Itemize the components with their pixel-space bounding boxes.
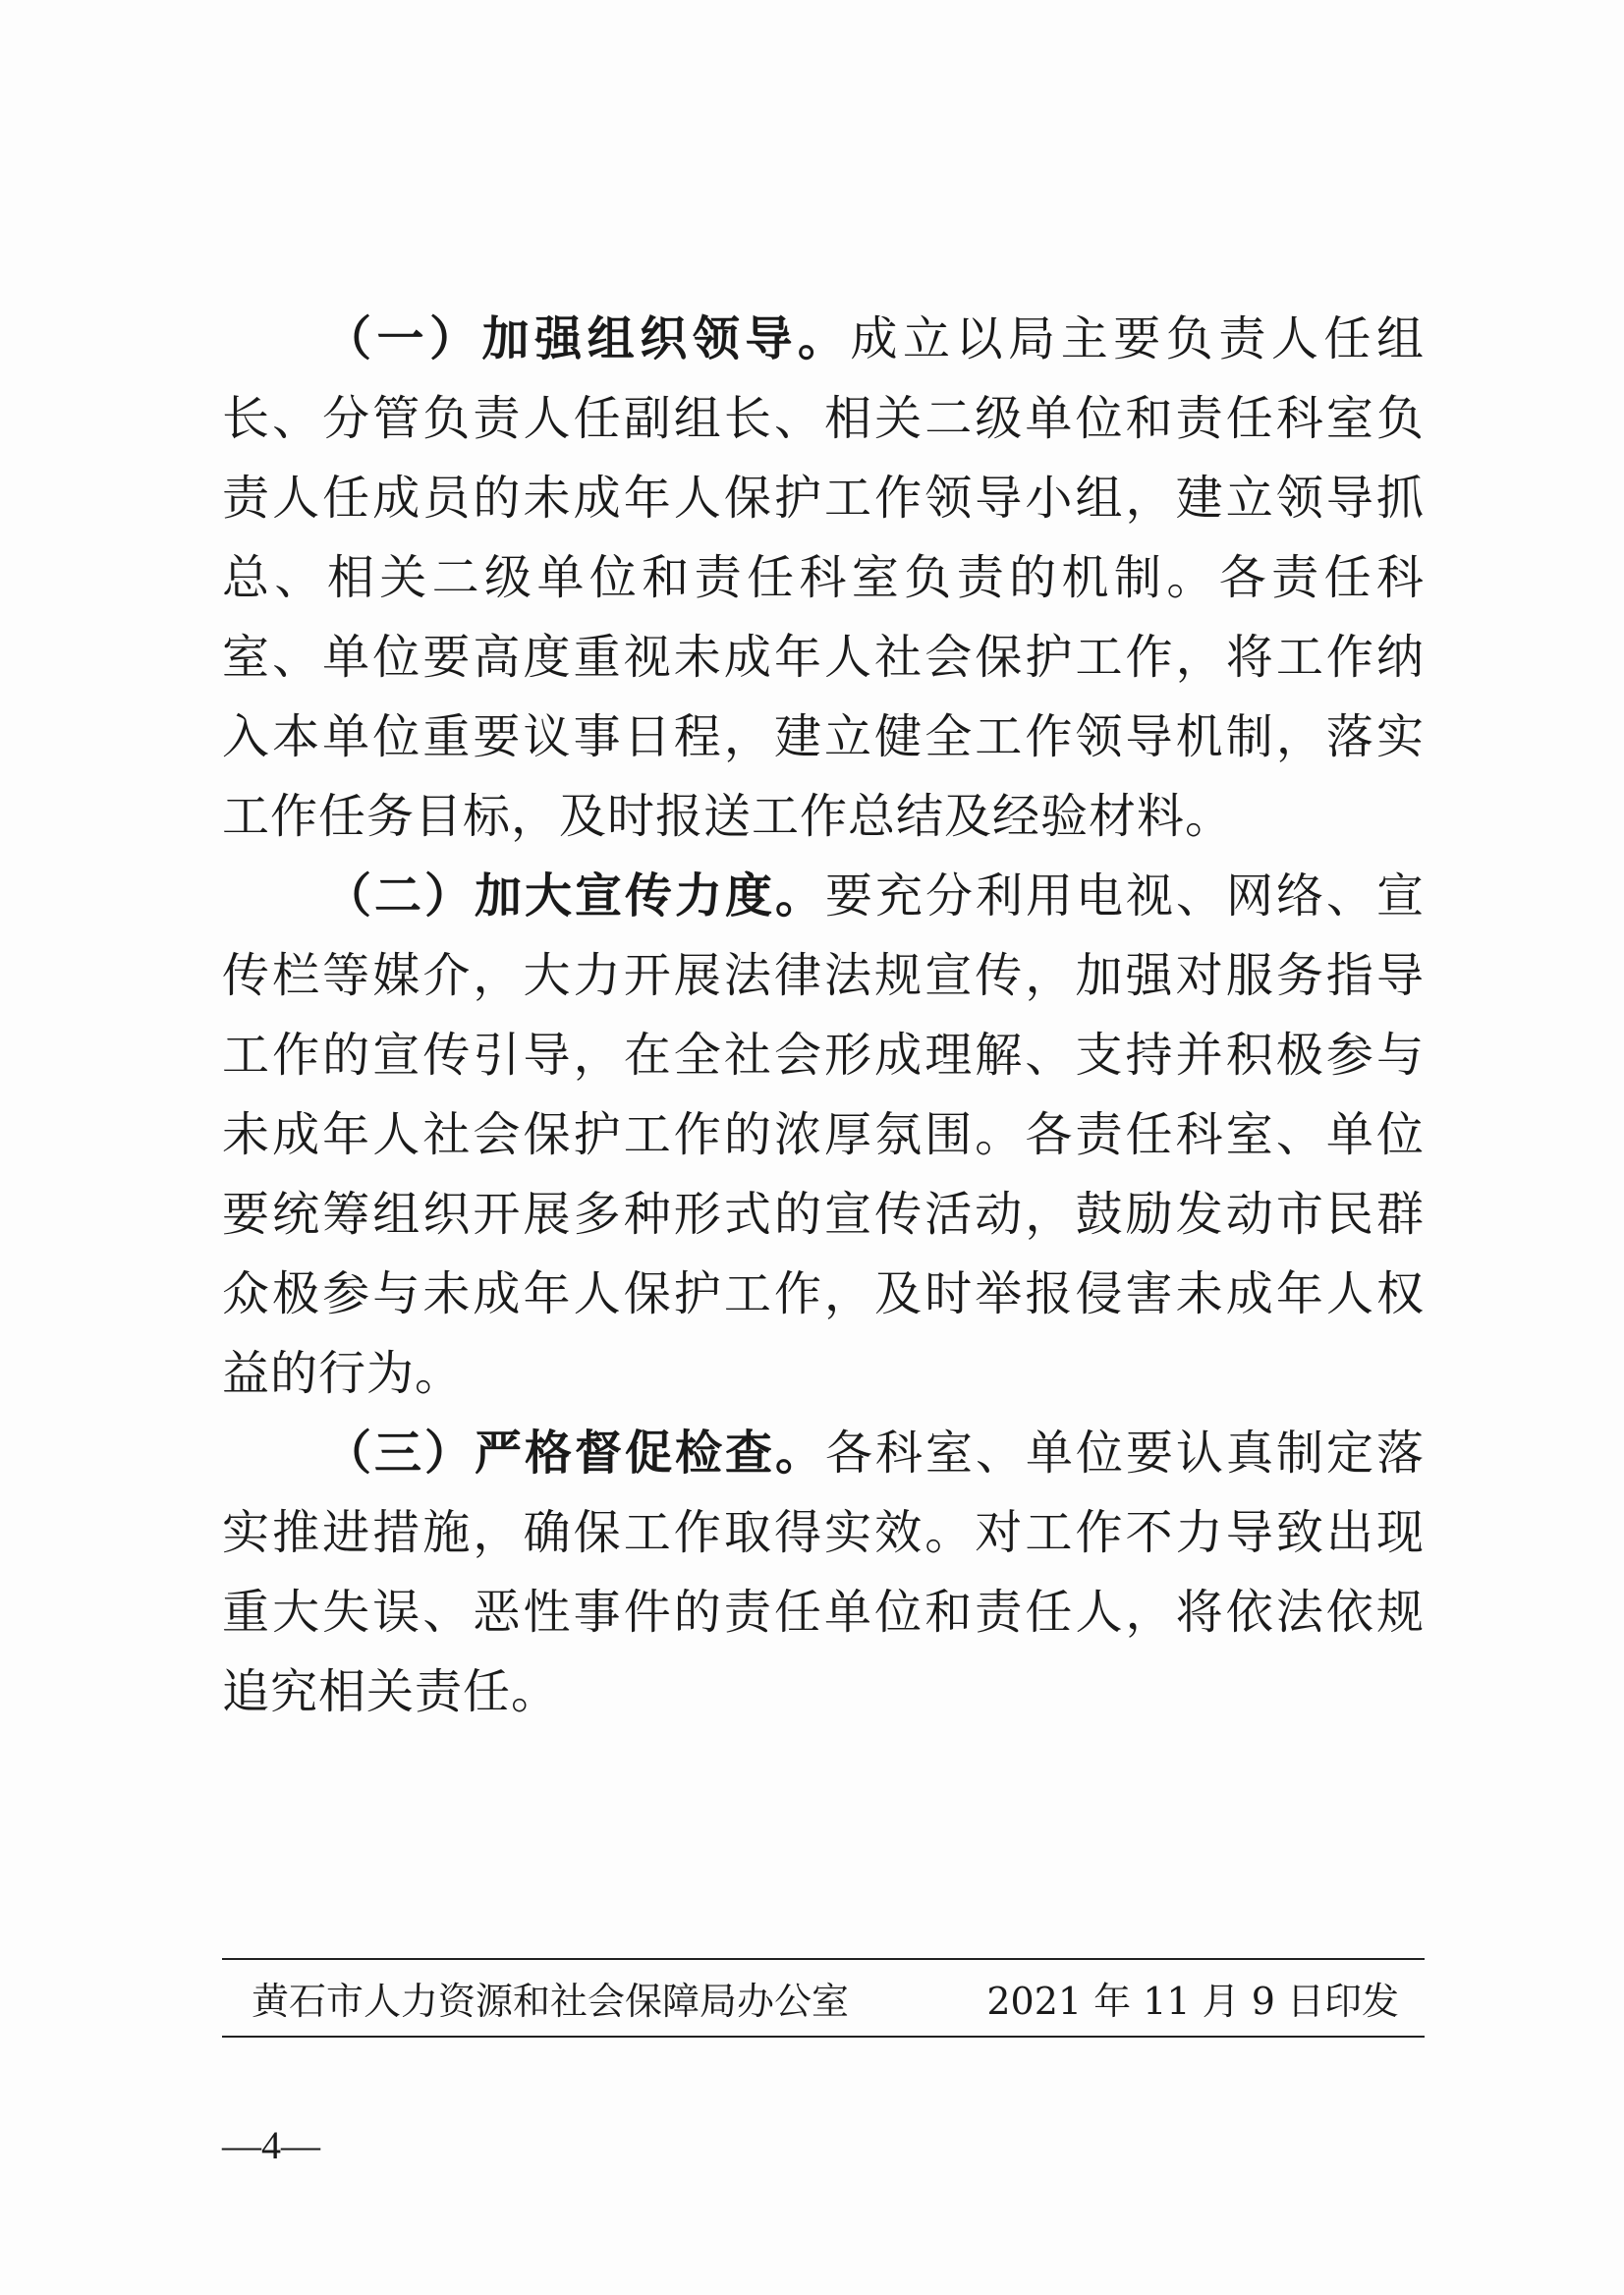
issuer-name: 黄石市人力资源和社会保障局办公室 <box>252 1979 850 2023</box>
paragraph-supervision <box>222 1414 1425 1732</box>
footer-top-rule <box>222 1958 1425 1960</box>
paragraph-heading: （三）严格督促检查。 <box>324 1426 825 1481</box>
document-body <box>222 300 1425 1732</box>
issue-date: 2021 年 11 月 9 日印发 <box>986 1979 1399 2023</box>
page-number: —4— <box>222 2123 320 2167</box>
paragraph-text: 成立以局主要负责人任组长、分管负责人任副组长、相关二级单位和责任科室负责人任成员的未成年人保护工作领导小组，建立领导抓总、相关二级单位和责任科室负责的机制。各责任科室、单位要高度重视未成年人社会保护工作，将工作纳入本单位重要议事日程，建立健全工作领导机制，落实工作任务目标，及时报送工作总结及经验材料。 <box>222 311 1425 844</box>
paragraph-publicity <box>222 857 1425 1414</box>
paragraph-organization-leadership <box>222 300 1425 857</box>
issuance-footer <box>222 1965 1425 2030</box>
paragraph-text: 各科室、单位要认真制定落实推进措施，确保工作取得实效。对工作不力导致出现重大失误、恶性事件的责任单位和责任人，将依法依规追究相关责任。 <box>222 1426 1425 1719</box>
paragraph-heading: （一）加强组织领导。 <box>324 311 851 366</box>
paragraph-heading: （二）加大宣传力度。 <box>324 868 825 924</box>
footer-bottom-rule <box>222 2036 1425 2038</box>
paragraph-text: 要充分利用电视、网络、宣传栏等媒介，大力开展法律法规宣传，加强对服务指导工作的宣传引导，在全社会形成理解、支持并积极参与未成年人社会保护工作的浓厚氛围。各责任科室、单位要统筹组织开展多种形式的宣传活动，鼓励发动市民群众极参与未成年人保护工作，及时举报侵害未成年人权益的行为。 <box>222 868 1425 1401</box>
